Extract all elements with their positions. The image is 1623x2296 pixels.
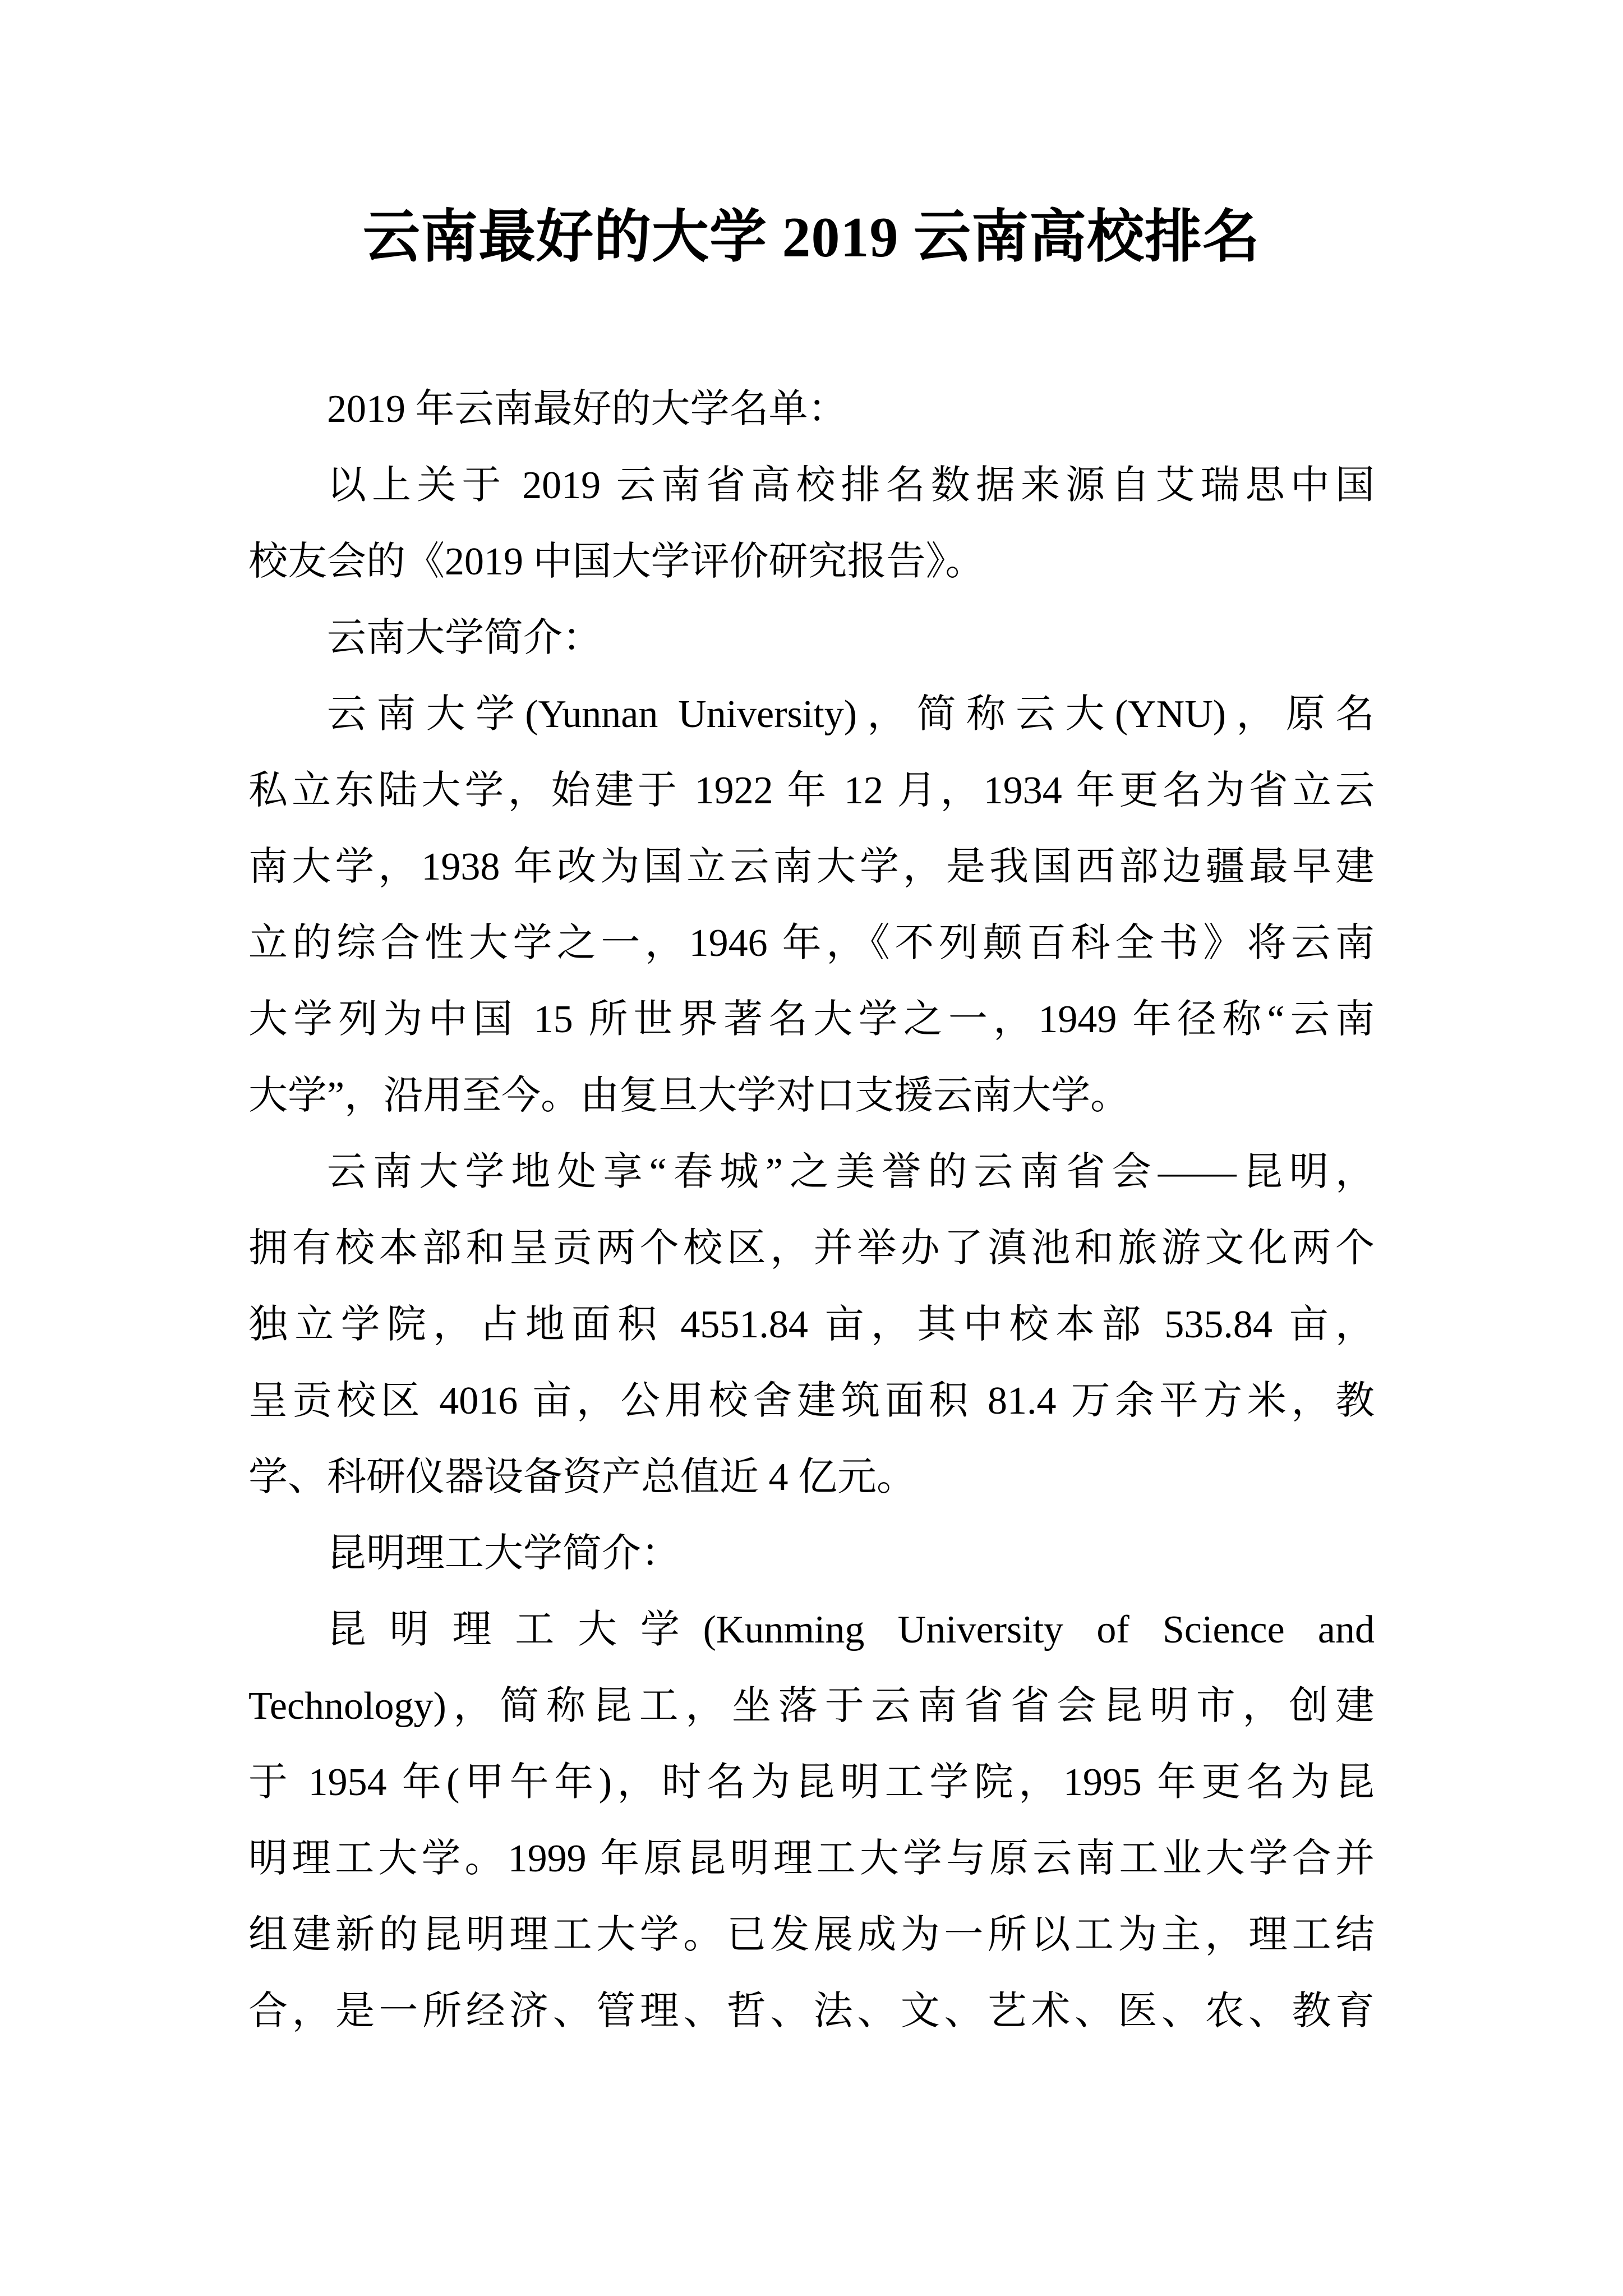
text-line: 2019 年云南最好的大学名单： bbox=[327, 388, 847, 431]
text-line: 于 1954 年(甲午年)，时名为昆明工学院，1995 年更名为昆 bbox=[248, 1761, 1375, 1804]
text-line: 大学列为中国 15 所世界著名大学之一，1949 年径称“云南 bbox=[248, 998, 1375, 1041]
text-line: Technology)，简称昆工，坐落于云南省省会昆明市，创建 bbox=[248, 1685, 1375, 1728]
text-line: 云南大学地处享“春城”之美誉的云南省会——昆明， bbox=[327, 1151, 1375, 1194]
text-line: 校友会的《2019 中国大学评价研究报告》。 bbox=[248, 540, 985, 583]
text-line: 云南大学(Yunnan University)，简称云大(YNU)，原名 bbox=[327, 693, 1375, 736]
page-title: 云南最好的大学 2019 云南高校排名 bbox=[363, 206, 1260, 269]
text-line: 大学”，沿用至今。由复旦大学对口支援云南大学。 bbox=[248, 1074, 1130, 1117]
text-line: 南大学，1938 年改为国立云南大学，是我国西部边疆最早建 bbox=[248, 845, 1375, 889]
text-line: 以上关于 2019 云南省高校排名数据来源自艾瑞思中国 bbox=[327, 464, 1375, 507]
text-line: 拥有校本部和呈贡两个校区，并举办了滇池和旅游文化两个 bbox=[248, 1227, 1375, 1270]
text-line: 合，是一所经济、管理、哲、法、文、艺术、医、农、教育 bbox=[248, 1990, 1375, 2033]
text-line: 昆明理工大学(Kunming University of Science and bbox=[327, 1608, 1375, 1651]
text-line: 学、科研仪器设备资产总值近 4 亿元。 bbox=[248, 1456, 916, 1499]
text-line: 独立学院，占地面积 4551.84 亩，其中校本部 535.84 亩， bbox=[248, 1303, 1375, 1346]
text-line: 呈贡校区 4016 亩，公用校舍建筑面积 81.4 万余平方米，教 bbox=[248, 1379, 1375, 1423]
text-line: 私立东陆大学，始建于 1922 年 12 月，1934 年更名为省立云 bbox=[248, 769, 1375, 812]
text-line: 昆明理工大学简介： bbox=[327, 1532, 680, 1575]
text-line: 云南大学简介： bbox=[327, 616, 602, 660]
text-line: 明理工大学。1999 年原昆明理工大学与原云南工业大学合并 bbox=[248, 1837, 1375, 1880]
text-line: 立的综合性大学之一，1946 年，《不列颠百科全书》将云南 bbox=[248, 922, 1375, 965]
document-body bbox=[248, 371, 1375, 2050]
text-line: 组建新的昆明理工大学。已发展成为一所以工为主，理工结 bbox=[248, 1913, 1375, 1957]
